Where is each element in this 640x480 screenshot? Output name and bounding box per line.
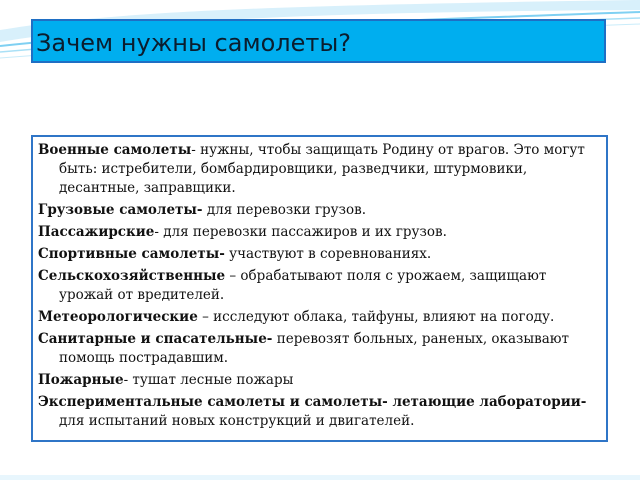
item-term: Грузовые самолеты- [38,202,203,218]
list-item [38,201,600,220]
item-text: участвуют в соревнованиях. [224,246,432,262]
content-box [31,135,608,442]
list-item [38,223,600,242]
item-term: Сельскохозяйственные [38,268,226,284]
item-text: для испытаний новых конструкций и двигателей. [59,413,415,429]
list-item [38,393,600,431]
item-text: - для перевозки пассажиров и их грузов. [154,224,447,240]
item-term: Пожарные [38,372,124,388]
item-text: - нужны, чтобы защищать Родину от врагов. Это могут быть: истребители, бомбардировщики, разведчики, штурмовики, десантные, заправщики. [59,142,585,196]
item-term: Санитарные и спасательные- [38,331,273,347]
item-term: Экспериментальные самолеты и самолеты- летающие лаборатории- [38,394,587,410]
list-item [38,330,600,368]
list-item [38,245,600,264]
list-item [38,267,600,305]
item-term: Военные самолеты [38,142,192,158]
item-text: для перевозки грузов. [202,202,366,218]
page-title: Зачем нужны самолеты? [36,29,352,57]
bottom-decoration [0,475,640,480]
list-item [38,371,600,390]
item-term: Спортивные самолеты- [38,246,225,262]
item-text: – обрабатывают поля с урожаем, защищают урожай от вредителей. [59,268,547,303]
item-text: – исследуют облака, тайфуны, влияют на погоду. [197,309,555,325]
item-term: Пассажирские [38,224,155,240]
list-item [38,308,600,327]
item-text: - тушат лесные пожары [123,372,294,388]
list-item [38,141,600,198]
title-bar [31,19,606,63]
item-term: Метеорологические [38,309,198,325]
item-text: перевозят больных, раненых, оказывают помощь пострадавшим. [59,331,570,366]
